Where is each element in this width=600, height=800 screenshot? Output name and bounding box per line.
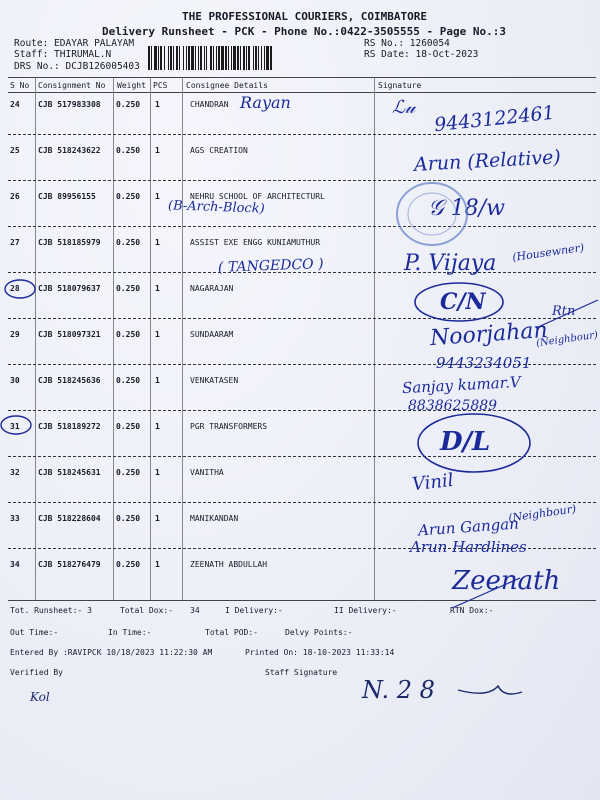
row-pcs: 1 [155, 146, 160, 155]
rtn-dox: RTN Dox:- [450, 606, 494, 615]
row-cn: CJB 518097321 [38, 330, 101, 339]
hw-r30-sig: Sanjay kumar.V [401, 372, 522, 398]
hw-r32: Vinil [411, 469, 455, 496]
circle-row28 [5, 280, 35, 298]
circle-row31 [1, 416, 31, 434]
row-cn: CJB 518228604 [38, 514, 101, 523]
col-signature: Signature [378, 81, 422, 90]
col-sno: S No [10, 81, 30, 90]
row-cn: CJB 89956155 [38, 192, 96, 201]
row-sno: 34 [10, 560, 20, 569]
row-cn: CJB 518185979 [38, 238, 101, 247]
row-wt: 0.250 [116, 284, 141, 293]
staff-sig-stroke [458, 686, 522, 694]
tot-runsheet: Tot. Runsheet:- 3 [10, 606, 92, 615]
col-consignment: Consignment No [38, 81, 106, 90]
row-sno: 29 [10, 330, 20, 339]
runsheet-subtitle: Delivery Runsheet - PCK - Phone No.:0422-3505555 - Page No.:3 [102, 25, 506, 38]
row-pcs: 1 [155, 100, 160, 109]
verified-by: Verified By [10, 668, 63, 677]
row-name: PGR TRANSFORMERS [190, 422, 268, 431]
hw-r33-relation: (Neighbour) [507, 502, 577, 525]
hw-staff-sig: N. 2 8 [362, 676, 435, 704]
hw-r33-sig2: Arun Hardlines [410, 538, 527, 556]
row-name: ASSIST EXE ENGG KUNIAMUTHUR [190, 238, 321, 247]
hw-r26-note: (B-Arch-Block) [167, 198, 265, 217]
row-pcs: 1 [155, 560, 160, 569]
row-pcs: 1 [155, 514, 160, 523]
in-time: In Time:- [108, 628, 152, 637]
row-cn: CJB 518189272 [38, 422, 101, 431]
stamp-inner-circle [408, 193, 456, 235]
rtn-arrow [452, 578, 520, 608]
rs-date-label: RS Date: 18-Oct-2023 [364, 49, 479, 60]
row-sno: 30 [10, 376, 20, 385]
row-wt: 0.250 [116, 192, 141, 201]
printed-on: Printed On: 18-10-2023 11:33:14 [245, 648, 395, 657]
row-name: ZEENATH ABDULLAH [190, 560, 268, 569]
drs-label: DRS No.: DCJB126005403 [14, 61, 140, 72]
hw-r26-sig: 𝒢 18/w [428, 196, 505, 221]
entered-by: Entered By :RAVIPCK 10/18/2023 11:22:30 AM [10, 648, 213, 657]
row-pcs: 1 [155, 330, 160, 339]
row-name: AGS CREATION [190, 146, 248, 155]
col-pcs: PCS [153, 81, 168, 90]
row-wt: 0.250 [116, 330, 141, 339]
route-label: Route: EDAYAR PALAYAM [14, 38, 135, 49]
row-sno: 24 [10, 100, 20, 109]
row-sno: 33 [10, 514, 20, 523]
row-wt: 0.250 [116, 468, 141, 477]
total-dox-value: 34 [190, 606, 200, 615]
row-cn: CJB 517983308 [38, 100, 101, 109]
hw-r28: C/N [440, 289, 486, 315]
staff-signature-label: Staff Signature [265, 668, 338, 677]
total-dox-label: Total Dox:- [120, 606, 173, 615]
hw-r34: Zeenath [452, 566, 561, 596]
row-wt: 0.250 [116, 146, 141, 155]
row-sno: 26 [10, 192, 20, 201]
row-sno: 32 [10, 468, 20, 477]
circle-cn [415, 283, 503, 321]
row-name: MANIKANDAN [190, 514, 239, 523]
row-cn: CJB 518079637 [38, 284, 101, 293]
i-delivery: I Delivery:- [225, 606, 283, 615]
row-wt: 0.250 [116, 100, 141, 109]
row-wt: 0.250 [116, 422, 141, 431]
total-pod: Total POD:- [205, 628, 258, 637]
row-name: NEHRU SCHOOL OF ARCHITECTURL [190, 192, 325, 201]
staff-label: Staff: THIRUMAL.N [14, 49, 112, 60]
hw-r24-name: Rayan [240, 93, 291, 112]
hw-r31: D/L [440, 427, 491, 457]
row-wt: 0.250 [116, 514, 141, 523]
hw-verified-sig: Kol [30, 690, 50, 704]
row-wt: 0.250 [116, 376, 141, 385]
row-name: VANITHA [190, 468, 224, 477]
row-pcs: 1 [155, 284, 160, 293]
hw-r24-sig: ℒ𝓊 [392, 97, 416, 118]
out-time: Out Time:- [10, 628, 59, 637]
hw-r25: Arun (Relative) [413, 146, 562, 176]
row-cn: CJB 518245631 [38, 468, 101, 477]
row-name: NAGARAJAN [190, 284, 234, 293]
row-pcs: 1 [155, 238, 160, 247]
row-cn: CJB 518245636 [38, 376, 101, 385]
circle-dl [418, 414, 530, 472]
delvy-points: Delvy Points:- [285, 628, 353, 637]
row-pcs: 1 [155, 422, 160, 431]
row-wt: 0.250 [116, 560, 141, 569]
col-consignee: Consignee Details [186, 81, 268, 90]
row-sno: 27 [10, 238, 20, 247]
hw-r27-note: ( TANGEDCO ) [217, 256, 324, 276]
row-name: VENKATASEN [190, 376, 239, 385]
hw-r29-relation: (Neighbour) [535, 329, 599, 350]
row-cn: CJB 518243622 [38, 146, 101, 155]
col-weight: Weight [117, 81, 146, 90]
row-sno: 28 [10, 284, 20, 293]
hw-r24-phone: 9443122461 [433, 101, 556, 137]
row-sno: 31 [10, 422, 20, 431]
row-cn: CJB 518276479 [38, 560, 101, 569]
row-wt: 0.250 [116, 238, 141, 247]
rs-no-label: RS No.: 1260054 [364, 38, 450, 49]
hw-r27-relation: (Housewner) [511, 241, 585, 264]
ii-delivery: II Delivery:- [334, 606, 397, 615]
hw-r27-sig: P. Vijaya [404, 251, 497, 276]
hw-r33-sig1: Arun Gangan [417, 514, 520, 540]
row-pcs: 1 [155, 192, 160, 201]
hw-r29-phone: 9443234051 [436, 354, 532, 372]
hw-r29-rtn: Rtn [552, 304, 576, 319]
row-sno: 25 [10, 146, 20, 155]
row-name: CHANDRAN [190, 100, 229, 109]
rtn-arrow [536, 300, 598, 328]
row-name: SUNDAARAM [190, 330, 234, 339]
company-title: THE PROFESSIONAL COURIERS, COIMBATORE [182, 10, 428, 23]
row-pcs: 1 [155, 376, 160, 385]
row-pcs: 1 [155, 468, 160, 477]
hw-r29-sig: Noorjahan [429, 317, 549, 352]
hw-r30-phone: 8838625889 [408, 398, 498, 414]
